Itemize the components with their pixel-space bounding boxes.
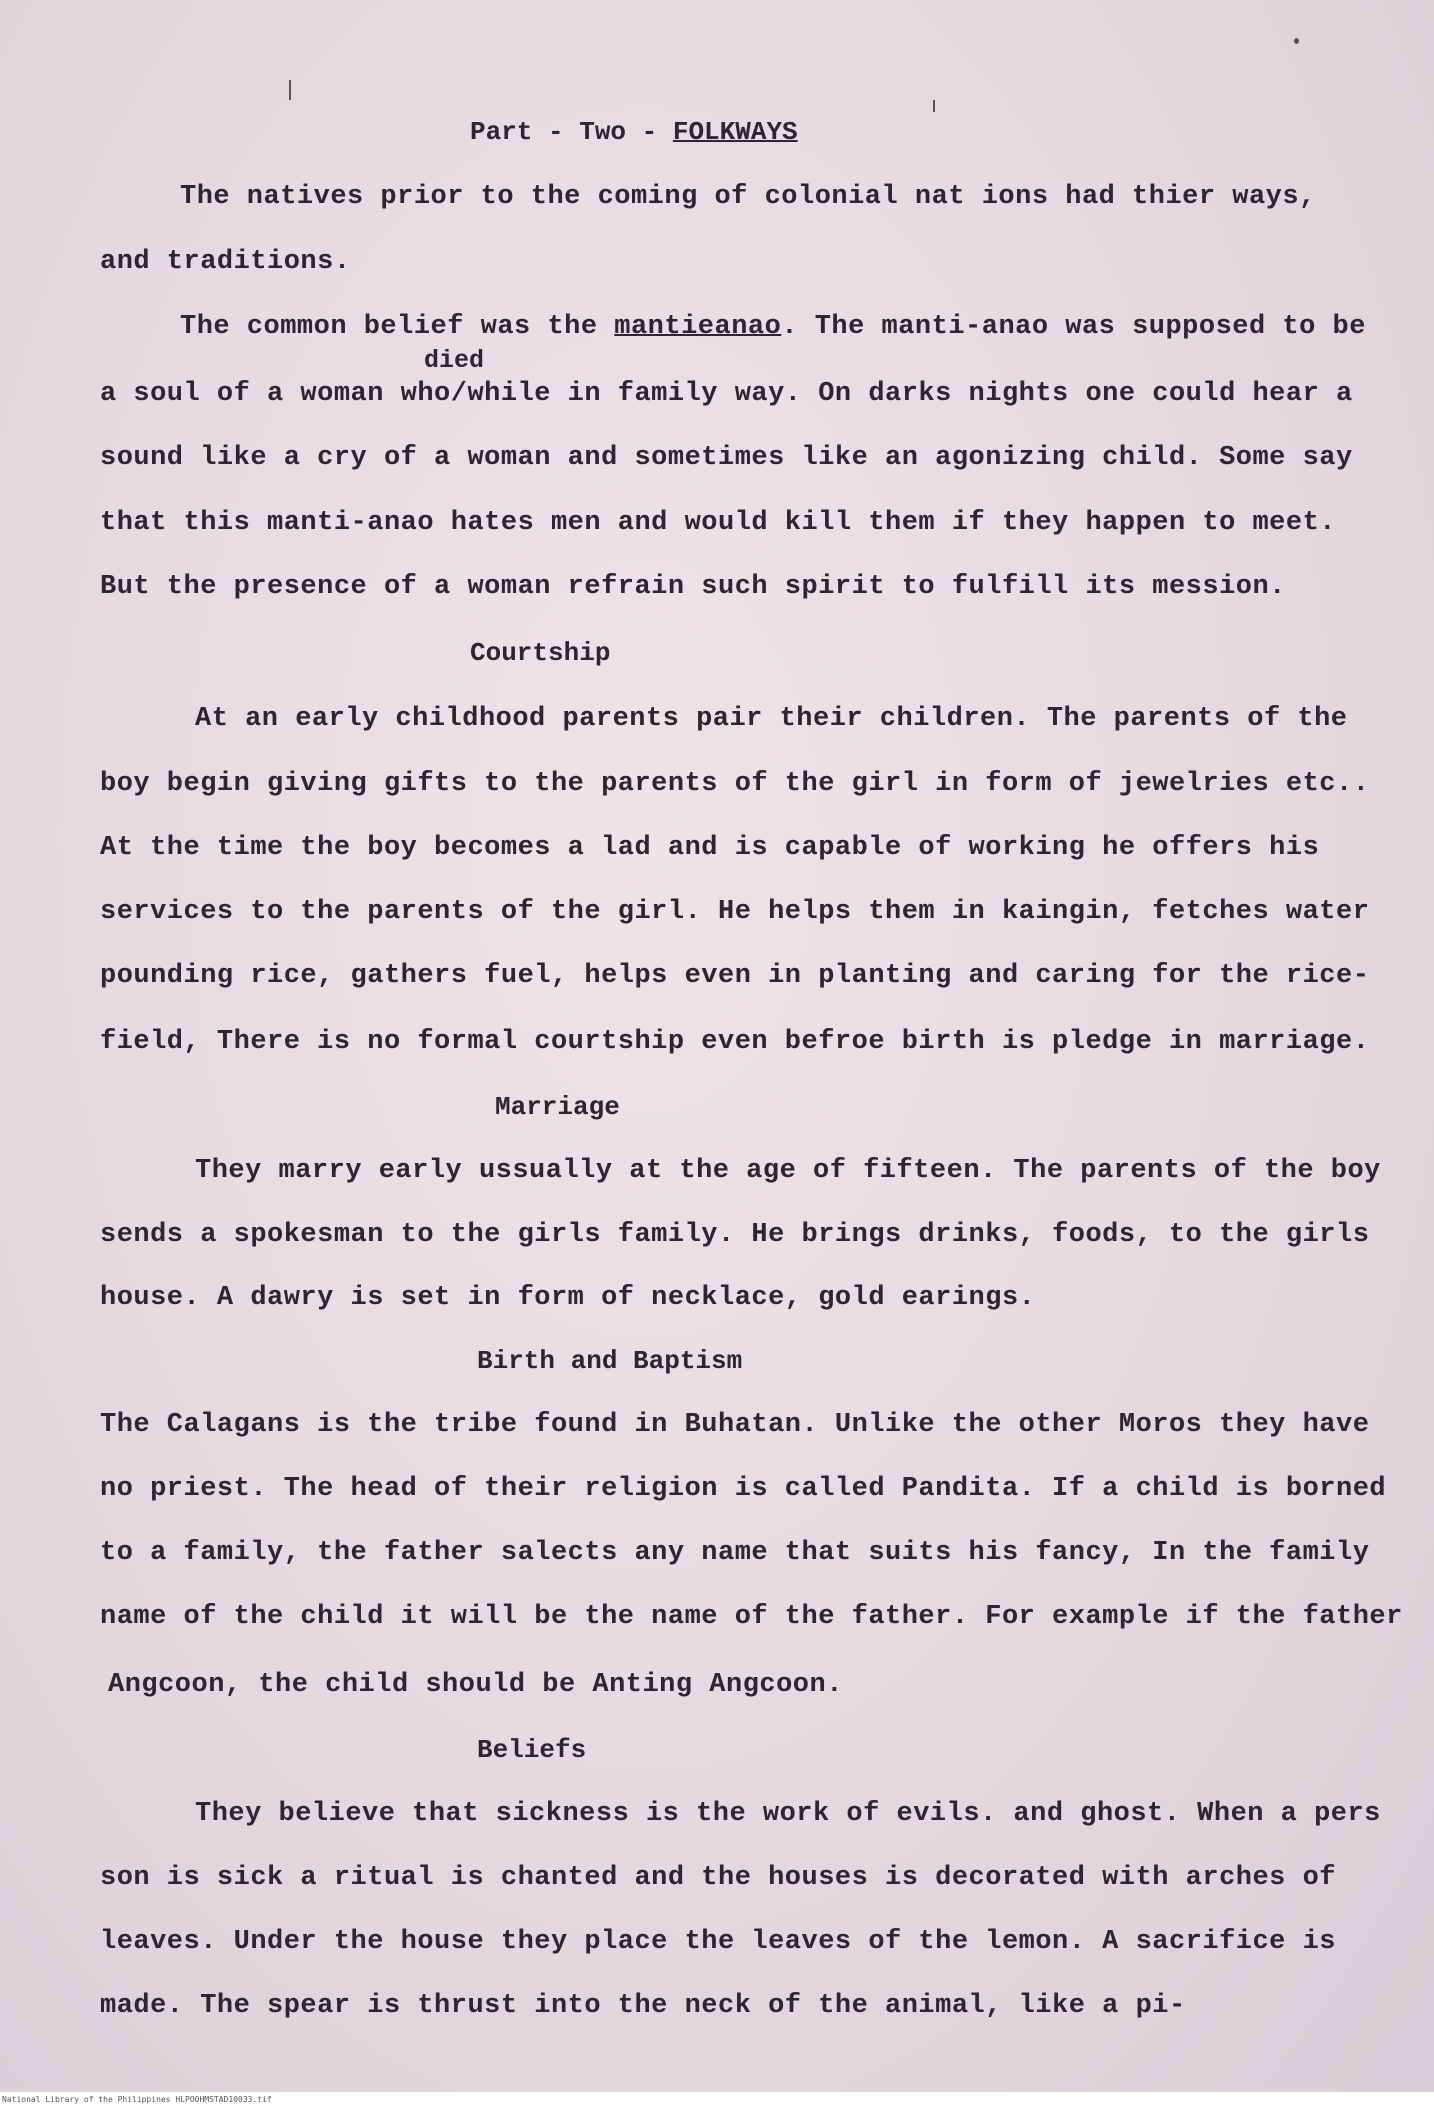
birth-line: The Calagans is the tribe found in Buhatan. Unlike the other Moros they have bbox=[100, 1410, 1370, 1440]
marriage-line: house. A dawry is set in form of necklace, gold earings. bbox=[100, 1283, 1036, 1313]
belief-term: mantieanao bbox=[614, 312, 782, 342]
intro-line: and traditions. bbox=[100, 247, 351, 277]
page-title bbox=[470, 119, 798, 145]
scan-mark bbox=[1294, 38, 1299, 44]
title-emphasis: FOLKWAYS bbox=[672, 117, 798, 147]
courtship-line: At an early childhood parents pair their children. The parents of the bbox=[195, 704, 1348, 734]
marriage-line: sends a spokesman to the girls family. He brings drinks, foods, to the girls bbox=[100, 1220, 1370, 1250]
section-heading-courtship: Courtship bbox=[470, 638, 611, 668]
birth-line: to a family, the father salects any name that suits his fancy, In the family bbox=[100, 1538, 1370, 1568]
birth-line: no priest. The head of their religion is called Pandita. If a child is borned bbox=[100, 1474, 1387, 1504]
beliefs-line: They believe that sickness is the work of evils. and ghost. When a pers bbox=[195, 1799, 1381, 1829]
courtship-line: boy begin giving gifts to the parents of the girl in form of jewelries etc.. bbox=[100, 769, 1370, 799]
beliefs-line: made. The spear is thrust into the neck of the animal, like a pi- bbox=[100, 1991, 1186, 2021]
marriage-line: They marry early ussually at the age of fifteen. The parents of the boy bbox=[195, 1156, 1381, 1186]
beliefs-line: son is sick a ritual is chanted and the houses is decorated with arches of bbox=[100, 1863, 1336, 1893]
belief-line: a soul of a woman who/while in family way. On darks nights one could hear a bbox=[100, 379, 1353, 409]
section-heading-birth: Birth and Baptism bbox=[477, 1346, 743, 1376]
courtship-line: At the time the boy becomes a lad and is capable of working he offers his bbox=[100, 833, 1320, 863]
belief-line: sound like a cry of a woman and sometimes like an agonizing child. Some say bbox=[100, 443, 1353, 473]
intro-line: The natives prior to the coming of colonial nat ions had thier ways, bbox=[180, 182, 1316, 212]
courtship-line: field, There is no formal courtship even befroe birth is pledge in marriage. bbox=[100, 1027, 1370, 1057]
birth-line: Angcoon, the child should be Anting Angcoon. bbox=[108, 1670, 843, 1700]
title-prefix: Part - Two - bbox=[470, 117, 673, 147]
courtship-line: services to the parents of the girl. He helps them in kaingin, fetches water bbox=[100, 897, 1370, 927]
belief-line: But the presence of a woman refrain such spirit to fulfill its mession. bbox=[100, 572, 1286, 602]
scan-mark bbox=[933, 100, 935, 112]
beliefs-line: leaves. Under the house they place the leaves of the lemon. A sacrifice is bbox=[100, 1927, 1336, 1957]
birth-line: name of the child it will be the name of the father. For example if the father bbox=[100, 1602, 1403, 1632]
section-heading-beliefs: Beliefs bbox=[477, 1735, 587, 1765]
belief-text: . The manti-anao was supposed to be bbox=[781, 312, 1366, 342]
belief-text: The common belief was the bbox=[180, 312, 615, 342]
scan-footer: National Library of the Philippines HLPO0HMSTAD10033.tif bbox=[0, 2092, 1434, 2108]
belief-line bbox=[180, 314, 1366, 341]
courtship-line: pounding rice, gathers fuel, helps even in planting and caring for the rice- bbox=[100, 961, 1370, 991]
scan-mark bbox=[289, 80, 291, 100]
belief-line: that this manti-anao hates men and would kill them if they happen to meet. bbox=[100, 508, 1336, 538]
section-heading-marriage: Marriage bbox=[495, 1092, 620, 1122]
handwritten-insertion: died bbox=[424, 346, 485, 375]
